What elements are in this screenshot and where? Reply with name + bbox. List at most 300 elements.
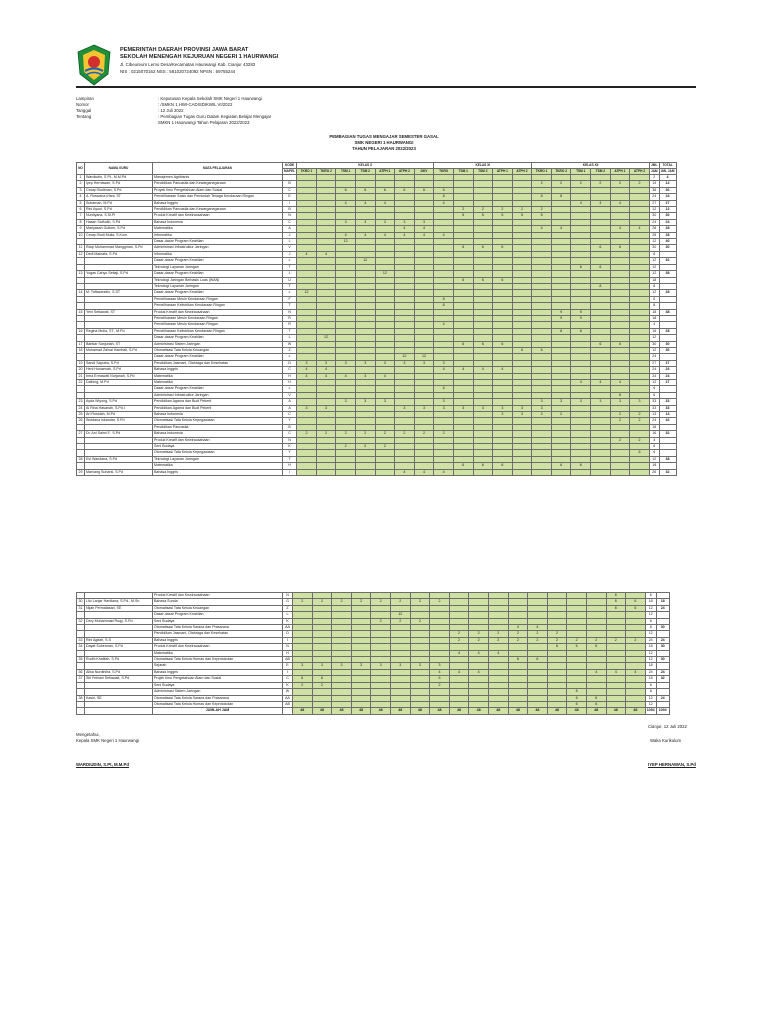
cell-subject-code: N (283, 437, 297, 443)
table-header (77, 163, 677, 175)
cell-class-hours: 4 (473, 367, 493, 373)
cell-total-hours: 30 (656, 625, 669, 631)
letterhead-address: Jl. Cibeureum Lemo Desa/Kecamatan Haurwangi Kab. Cianjur 43283 (120, 62, 256, 67)
cell-class-hours: 3 (434, 405, 454, 411)
col-header-name: NAMA GURU (85, 163, 153, 175)
cell-subject-code: J (283, 251, 297, 257)
cell-teacher-name: Iyep Hernawan, S.Pd (85, 181, 153, 187)
cell-subject-code: L (283, 239, 297, 245)
cell-subject-code: U (283, 277, 297, 283)
cell-subject: Pemeliharaan Sasis dan Pemindah Tenaga Kendaraan Ringan (153, 194, 283, 200)
cell-class-hours: 3 (355, 360, 375, 366)
cell-teacher-name: Alisa Nurdiniha, S.Pd (85, 669, 153, 675)
cell-subject-code: K (283, 444, 297, 450)
col-header-class: TKRO 2 (551, 169, 571, 175)
cell-class-hours (453, 469, 473, 475)
cell-subject: Seni Budaya (153, 682, 283, 688)
cell-hours: 18 (649, 277, 659, 283)
cell-no: 12 (78, 251, 83, 256)
cell-subject: Projek Ilmu Pengetahuan Alam dan Sosial (153, 676, 283, 682)
cell-class-hours: 6 (434, 386, 454, 392)
cell-hours: 14 (649, 181, 659, 187)
cell-subject-code: L (283, 612, 293, 618)
cell-subject-code: B (283, 181, 297, 187)
cell-class-hours: 6 (591, 245, 611, 251)
cell-class-hours: 12 (395, 354, 415, 360)
cell-total-hours: 32 (659, 469, 676, 475)
cell-teacher-name: Dr. Ani Salmi F., S.Pd (85, 431, 153, 437)
cell-subject: Dasar-dasar Program Keahlian (153, 258, 283, 264)
cell-subject-code: N (283, 593, 293, 599)
cell-class-hours: 8 (567, 689, 587, 695)
cell-class-total: 48 (528, 708, 548, 714)
cell-class-hours: 4 (375, 232, 395, 238)
cell-class-hours: 2 (336, 431, 356, 437)
acknowledged-label: Mengetahui, (76, 732, 100, 737)
cell-teacher-name: Nurdiyana, S.Si.Pi (85, 213, 153, 219)
cell-subject: Bahasa Inggris (153, 367, 283, 373)
cell-subject: Otomatisasi Tata Kelola Kepegawaian (153, 418, 283, 424)
cell-hours: 6 (645, 593, 656, 599)
cell-class-hours: 2 (414, 431, 434, 437)
cell-hours: 12 (649, 239, 659, 245)
cell-total-hours: 30 (659, 341, 676, 347)
cell-hours: 2 (649, 175, 659, 181)
cell-teacher-name: Cecep Budi Mulia, S.Kom (85, 232, 153, 238)
cell-no: 30 (78, 599, 83, 604)
cell-subject: Produk Kreatif dan Kewirausahaan (153, 213, 283, 219)
cell-class-hours: 12 (316, 335, 336, 341)
cell-subject: Pemeliharaan Kelistrikan Kendaraan Ringan (153, 328, 283, 334)
cell-class-hours: 3 (375, 360, 395, 366)
cell-class-hours: 9 (571, 309, 591, 315)
cell-subject-code: I (283, 637, 293, 643)
cell-teacher-name: Daihing, M.Pd (85, 380, 153, 386)
cell-class-hours: 3 (375, 219, 395, 225)
cell-class-hours: 3 (355, 219, 375, 225)
cell-class-hours: 2 (371, 599, 391, 605)
cell-teacher-name: Heni Hunaenah, S.Pd (85, 367, 153, 373)
cell-no: 14 (78, 290, 83, 295)
memo-key: Tanggal (76, 108, 92, 113)
table-row (77, 469, 677, 475)
cell-subject-code: Z (283, 347, 297, 353)
cell-subject: Pendidikan Jasmani, Olahraga dan Kesehatan (153, 631, 283, 637)
cell-class-hours: 4 (395, 469, 415, 475)
cell-class-hours: 2 (626, 637, 646, 643)
cell-no: 6 (77, 207, 85, 213)
cell-class-hours: 3 (336, 360, 356, 366)
cell-class-hours: 6 (610, 341, 630, 347)
cell-hours: 13 (649, 412, 659, 418)
cell-class-hours: 6 (434, 187, 454, 193)
cell-total-hours: 27 (659, 200, 676, 206)
cell-subject-code: C (283, 431, 297, 437)
cell-subject-code: K (283, 618, 293, 624)
col-header-class: TKRO 2 (316, 169, 336, 175)
cell-class-hours: 4 (571, 380, 591, 386)
cell-subject-code: R (283, 322, 297, 328)
cell-subject: Pemeliharaan Mesin Kendaraan Ringan (153, 315, 283, 321)
cell-subject: Matematika (153, 463, 283, 469)
cell-hours: 12 (649, 347, 659, 353)
cell-class-hours: 3 (395, 219, 415, 225)
cell-hours: 6 (645, 682, 656, 688)
cell-total-hours: 32 (656, 676, 669, 682)
cell-class-hours: 6 (586, 695, 606, 701)
cell-hours: 8 (649, 251, 659, 257)
cell-teacher-name: Rini Ayuni, S.Pd (85, 207, 153, 213)
cell-subject: Otomatisasi Tata Kelola Humas dan Keprotokolan (153, 701, 283, 707)
cell-class-total: 48 (547, 708, 567, 714)
cell-class-hours: 2 (630, 437, 650, 443)
cell-class-hours: 3 (312, 663, 332, 669)
cell-teacher-name: Evi Wandana, S.Pd (85, 456, 153, 462)
cell-total-hours: 24 (659, 219, 676, 225)
cell-hours: 12 (645, 701, 656, 707)
cell-class-hours: 6 (586, 701, 606, 707)
cell-class-hours: 4 (610, 380, 630, 386)
cell-class-hours: 3 (630, 399, 650, 405)
col-header-kelas-xi: KELAS XI (434, 163, 532, 169)
cell-subject: Pendidikan Agama dan Budi Pekerti (153, 399, 283, 405)
cell-teacher-name: Dayat Suherman, S.Pd (85, 644, 153, 650)
cell-class-total: 48 (410, 708, 430, 714)
cell-class-hours: 6 (453, 245, 473, 251)
cell-class-hours: 6 (586, 644, 606, 650)
cell-hours: 18 (649, 424, 659, 430)
cell-no: 4 (77, 194, 85, 200)
cell-subject-code: H (283, 650, 293, 656)
cell-hours: 18 (645, 676, 656, 682)
cell-teacher-name: A. Ruswana Irfani, ST (85, 194, 153, 200)
cell-total-hours: 36 (659, 187, 676, 193)
cell-subject-code: L (283, 335, 297, 341)
cell-teacher-name: Woidana Iskandar, S.Pd (85, 418, 153, 424)
col-header-jml: JML (651, 163, 658, 167)
cell-subject: Pemeliharaan Kelistrikan Kendaraan Ringan (153, 303, 283, 309)
cell-subject-code: C (283, 676, 293, 682)
cell-class-hours: 4 (453, 367, 473, 373)
cell-class-hours: 4 (336, 232, 356, 238)
cell-class-total: 48 (332, 708, 352, 714)
cell-class-hours: 2 (410, 599, 430, 605)
cell-total-hours: 14 (659, 181, 676, 187)
cell-subject-code: N (283, 309, 297, 315)
cell-class-hours: 6 (630, 450, 650, 456)
cell-no: 18 (78, 347, 83, 352)
col-header-total: TOTAL (659, 163, 676, 169)
cell-hours: 12 (645, 695, 656, 701)
cell-subject-code: H (283, 373, 297, 379)
cell-subject-code: Z (283, 605, 293, 611)
col-header-class: ATPH 1 (375, 169, 395, 175)
col-header-kelas-x: KELAS X (297, 163, 434, 169)
col-header-kode-sub: MAPEL (284, 169, 296, 173)
cell-class-hours: 4 (395, 226, 415, 232)
cell-class-hours: 2 (473, 207, 493, 213)
cell-subject: Informatika (153, 251, 283, 257)
cell-class-hours: 2 (630, 412, 650, 418)
cell-class-hours: 4 (434, 367, 454, 373)
cell-total-hours: 24 (659, 194, 676, 200)
cell-teacher-name (85, 708, 153, 714)
col-header-no: NO (77, 163, 85, 175)
cell-class-hours: 6 (610, 392, 630, 398)
cell-class-hours: 4 (355, 200, 375, 206)
cell-class-hours: 2 (610, 437, 630, 443)
cell-total-hours: 28 (659, 290, 676, 296)
cell-class-hours: 4 (591, 380, 611, 386)
cell-class-total: 48 (351, 708, 371, 714)
cell-hours: 12 (649, 207, 659, 213)
cell-class-hours: 3 (532, 405, 552, 411)
cell-subject-code: H (283, 463, 297, 469)
cell-class-hours: 4 (316, 251, 336, 257)
cell-class-hours: 3 (414, 360, 434, 366)
cell-class-total: 48 (586, 708, 606, 714)
cell-subject-code: B (283, 207, 297, 213)
cell-total-hours: 42 (659, 418, 676, 424)
cell-class-hours: 4 (488, 650, 508, 656)
cell-class-total: 48 (449, 708, 469, 714)
cell-total-hours: 24 (656, 669, 669, 675)
cell-subject-code: W (283, 341, 297, 347)
cell-class-hours: 8 (434, 303, 454, 309)
cell-class-hours: 5 (532, 213, 552, 219)
cell-no: 11 (77, 245, 85, 251)
cell-class-hours: 6 (571, 264, 591, 270)
cell-subject-code: E (283, 194, 297, 200)
document-title: PEMBAGIAN TUGAS MENGAJAR SEMESTER GASAL (329, 134, 439, 139)
cell-hours: 4 (649, 322, 659, 328)
cell-subject-code: W (283, 689, 293, 695)
cell-class-hours: 6 (606, 599, 626, 605)
cell-class-hours: 3 (297, 405, 317, 411)
cell-class-hours: 3 (297, 360, 317, 366)
cell-subject: Dasar-dasar Program Keahlian (153, 386, 283, 392)
cell-no (77, 708, 85, 714)
cell-class-hours: 6 (547, 644, 567, 650)
cell-total-hours: 33 (659, 405, 676, 411)
cell-class-hours: 2 (395, 431, 415, 437)
cell-total-hours: 28 (659, 232, 676, 238)
cell-class-hours: 4 (434, 322, 454, 328)
cell-total-hours: 30 (659, 245, 676, 251)
cell-hours: 24 (649, 373, 659, 379)
cell-hours: 30 (649, 341, 659, 347)
cell-teacher-name: Yeni Setiawati, ST (85, 309, 153, 315)
cell-subject-code: Y (283, 418, 297, 424)
cell-no: 9 (77, 226, 85, 232)
cell-subject-code: AA (283, 625, 293, 631)
cell-class-hours: 4 (297, 373, 317, 379)
cell-class-hours: 6 (528, 657, 548, 663)
cell-subject: Produk Kreatif dan Kewirausahaan (153, 644, 283, 650)
cell-class-hours: 2 (547, 637, 567, 643)
cell-hours: 16 (649, 328, 659, 334)
cell-class-hours: 6 (571, 463, 591, 469)
memo-key: Nomor (76, 102, 89, 107)
cell-subject: Matematika (153, 380, 283, 386)
cell-class-hours: 6 (567, 644, 587, 650)
cell-subject-code: J (283, 232, 297, 238)
cell-total-hours: 24 (656, 605, 669, 611)
cell-subject-code: N (283, 644, 293, 650)
cell-class-hours: 6 (430, 676, 450, 682)
cell-class-hours: 3 (591, 399, 611, 405)
col-header-class: TKRO (434, 169, 454, 175)
cell-subject: Matematika (153, 373, 283, 379)
cell-class-hours: 3 (493, 405, 513, 411)
cell-subject: Matematika (153, 226, 283, 232)
cell-hours: 27 (649, 360, 659, 366)
cell-class-hours: 4 (469, 650, 489, 656)
col-header-class: TSM 1 (336, 169, 356, 175)
letterhead-gov: PEMERINTAH DAERAH PROVINSI JAWA BARAT (120, 47, 249, 53)
cell-class-hours: 2 (528, 637, 548, 643)
cell-class-hours (316, 469, 336, 475)
cell-teacher-name: Nijah Permatasari, SE (85, 605, 153, 611)
cell-class-hours (532, 469, 552, 475)
cell-class-hours: 3 (395, 360, 415, 366)
table-total-row (77, 708, 670, 714)
cell-subject-code: V (283, 392, 297, 398)
cell-hours: 8 (649, 303, 659, 309)
cell-teacher-name: Cecep Budiman, S.Pd (85, 187, 153, 193)
cell-class-hours: 3 (493, 412, 513, 418)
cell-teacher-name: Rudhi Khalifah, S.Pd (85, 657, 153, 663)
cell-total-hours: 40 (659, 239, 676, 245)
cell-hours: 18 (649, 315, 659, 321)
cell-subject-code: AB (283, 701, 293, 707)
cell-class-hours: 3 (512, 405, 532, 411)
cell-subject: Produk Kreatif dan Kewirausahaan (153, 593, 283, 599)
cell-class-hours: 6 (336, 187, 356, 193)
cell-subject: Dasar-dasar Program Keahlian (153, 271, 283, 277)
cell-class-hours: 12 (390, 612, 410, 618)
cell-class-hours: 6 (293, 676, 313, 682)
cell-total-hours: 27 (659, 380, 676, 386)
cell-no: 15 (78, 309, 83, 314)
cell-teacher-name: Ai Rina Hasanah, S.Pd.I (85, 405, 153, 411)
col-header-class: TKRO 1 (532, 169, 552, 175)
cell-subject: Bahasa Indonesia (153, 219, 283, 225)
cell-subject-code: AB (283, 657, 293, 663)
col-header-kelas-xii: KELAS XII (532, 163, 650, 169)
cell-class-hours: 4 (414, 232, 434, 238)
cell-subject: Otomatisasi Tata Kelola Humas dan Keprotokolan (153, 657, 283, 663)
cell-class-hours: 2 (528, 631, 548, 637)
cell-no: 32 (78, 618, 83, 623)
cell-subject: Produk Kreatif dan Kewirausahaan (153, 309, 283, 315)
cell-class-hours: 2 (606, 637, 626, 643)
cell-subject-code: A (283, 399, 297, 405)
cell-class-hours (336, 469, 356, 475)
cell-subject-code: T (283, 456, 297, 462)
cell-class-hours: 2 (355, 444, 375, 450)
cell-total-hours: 30 (656, 657, 669, 663)
cell-no: 5 (77, 200, 85, 206)
cell-no: 33 (78, 637, 83, 642)
cell-class-hours: 2 (332, 599, 352, 605)
cell-class-hours: 3 (414, 405, 434, 411)
cell-hours: 28 (649, 226, 659, 232)
principal-signature-name: WARDIUDIN, S.Pt, M.M.Pd (76, 762, 129, 767)
cell-class-hours: 3 (430, 663, 450, 669)
cell-teacher-name: Sukarnan, M.Pd (85, 200, 153, 206)
cell-class-hours: 12 (414, 354, 434, 360)
col-header-class: ATPH 1 (493, 169, 513, 175)
cell-subject-code: H (283, 380, 297, 386)
cell-class-hours: 4 (414, 469, 434, 475)
cell-class-hours: 3 (571, 399, 591, 405)
cell-class-hours: 6 (473, 341, 493, 347)
cell-class-hours: 6 (493, 277, 513, 283)
cell-hours: 24 (649, 418, 659, 424)
cell-no: 10 (78, 232, 83, 237)
cell-class-hours: 4 (316, 367, 336, 373)
cell-class-hours: 4 (626, 669, 646, 675)
cell-hours: 6 (645, 618, 656, 624)
cell-subject: Administrasi Infrastruktur Jaringan (153, 245, 283, 251)
table-body (77, 175, 677, 476)
cell-no: 29 (78, 469, 83, 474)
cell-class-total: 48 (469, 708, 489, 714)
cell-class-hours: 5 (473, 213, 493, 219)
cell-hours: 24 (645, 637, 656, 643)
cell-class-hours: 3 (390, 663, 410, 669)
cell-subject: Seni Budaya (153, 618, 283, 624)
cell-hours: 18 (649, 463, 659, 469)
cell-no: 1 (77, 175, 85, 181)
cell-class-hours: 8 (551, 194, 571, 200)
col-header-class: TSM 2 (473, 169, 493, 175)
cell-class-hours: 2 (355, 431, 375, 437)
cell-subject-code: R (283, 315, 297, 321)
cell-class-hours (610, 469, 630, 475)
cell-hours: 16 (649, 431, 659, 437)
cell-class-hours: 2 (316, 431, 336, 437)
cell-class-hours: 4 (297, 367, 317, 373)
cell-subject: Dasar-dasar Program Keahlian (153, 354, 283, 360)
cell-class-hours: 2 (610, 181, 630, 187)
cell-class-hours: 3 (434, 360, 454, 366)
cell-hours: 8 (649, 283, 659, 289)
cell-total-hours: 33 (659, 399, 676, 405)
cell-class-hours: 6 (375, 187, 395, 193)
cell-class-hours: 6 (493, 341, 513, 347)
cell-subject-code: D (283, 360, 297, 366)
cell-class-hours: 6 (567, 695, 587, 701)
cell-class-hours: 3 (410, 663, 430, 669)
cell-subject-code: L (283, 290, 297, 296)
cell-class-hours: 2 (336, 444, 356, 450)
memo-key: Tentang (76, 114, 92, 119)
cell-subject: Bahasa Indonesia (153, 431, 283, 437)
cell-class-hours: 6 (473, 463, 493, 469)
cell-teacher-name: Dedi Mainafa, S.Pd (85, 251, 153, 257)
cell-class-hours: 3 (316, 360, 336, 366)
cell-hours-total: 1094 (646, 708, 655, 713)
cell-no: 13 (78, 271, 83, 276)
cell-class-hours: 4 (610, 200, 630, 206)
cell-class-hours: 3 (395, 405, 415, 411)
cell-class-hours: 12 (375, 271, 395, 277)
cell-no: 23 (78, 399, 83, 404)
cell-class-hours: 2 (547, 631, 567, 637)
cell-class-hours: 3 (332, 663, 352, 669)
